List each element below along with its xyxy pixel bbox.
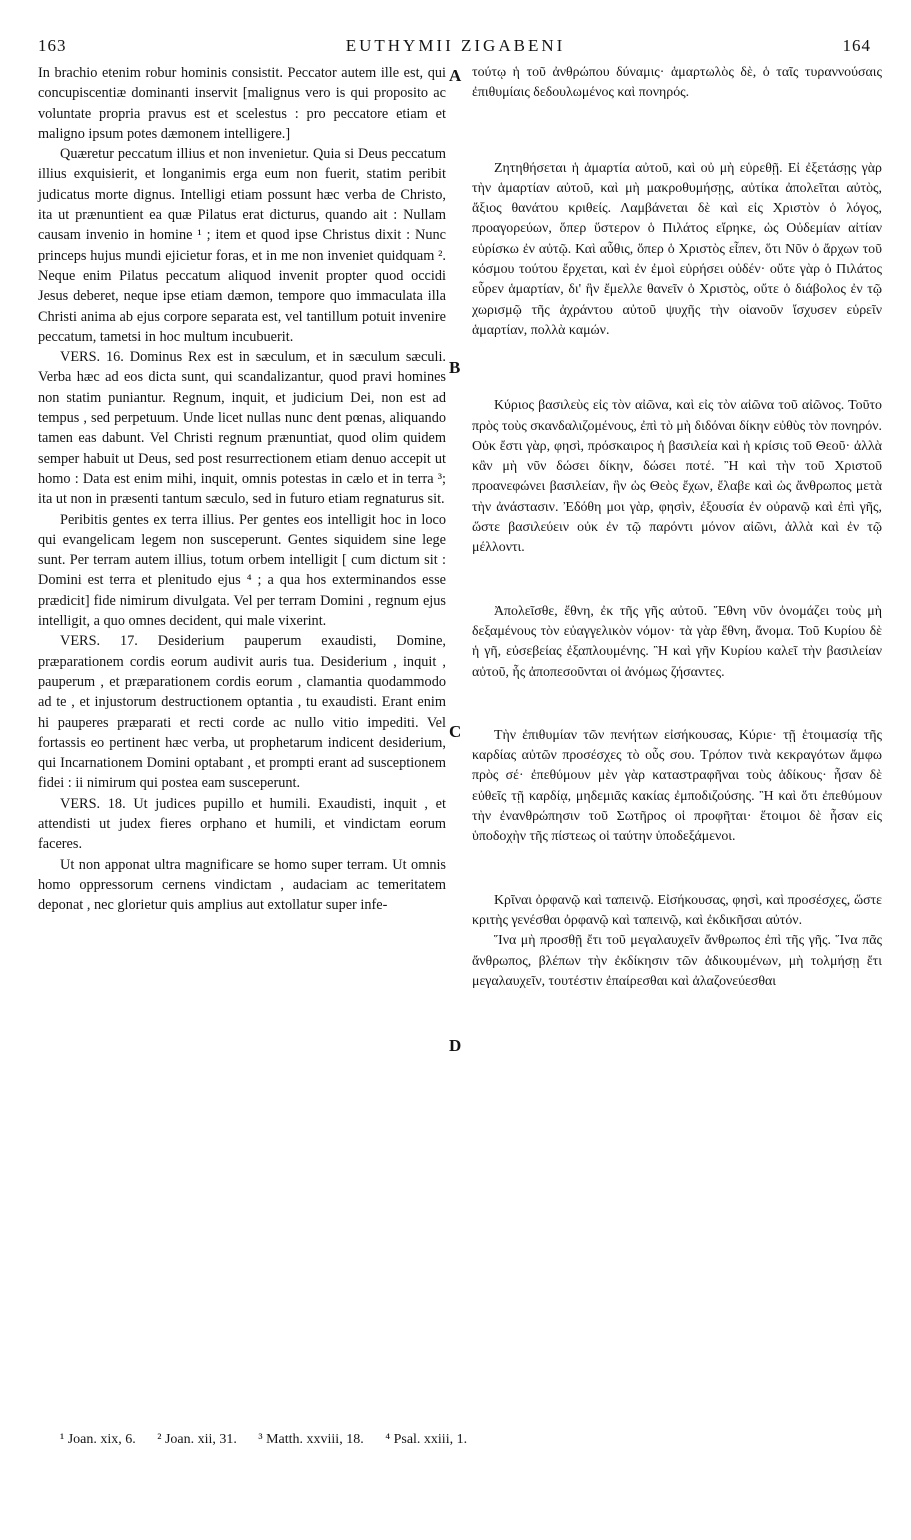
running-title: EUTHYMII ZIGABENI bbox=[345, 36, 566, 55]
latin-paragraph: Peribitis gentes ex terra illius. Per gentes eos intelligit hoc in loco qui evangelicam legem non susceperunt. Gentes siquidem sine lege sunt. Per terram autem illius, totum orbem intelligit [ cum dictum sit : Domini est terra et plenitudo ejus ⁴ ; a qua hos exterminandos esse prædicit] fide nimirum divulgata. Vel per terram Domini , regnum ejus intelligit, a quo omnes decident, qui male vixerint. bbox=[38, 511, 446, 630]
greek-paragraph: Τὴν ἐπιθυμίαν τῶν πενήτων εἰσήκουσας, Κύριε· τῇ ἑτοιμασίᾳ τῆς καρδίας αὐτῶν προσέσχες τὸ οὖς σου. Τρόπον τινὰ κεκραγότων ἄμφω πρὸς σέ· ἐπεθύμουν μὲν γὰρ καταστραφῆναι τοὺς ἀδίκους· ἦσαν δὲ εὐθεῖς τῇ καρδίᾳ, μηδεμιᾶς κακίας ἐμποδιζούσης. Ἢ καὶ ὅτι ἐπεθύμουν τὴν ἐνανθρώπησιν τοῦ Σωτῆρος οἱ προφῆται· ἕτοιμοι δὲ ἦσαν εἰς ὑποδοχὴν τῆς πίστεως οἱ ταύτην ὑποδεξάμενοι. bbox=[472, 727, 882, 845]
latin-paragraph: VERS. 17. Desiderium pauperum exaudisti, Domine, præparationem cordis eorum audivit auris tua. Desiderium , inquit , pauperum , et præparationem cordis eorum , clamantia quodammodo ad te , et injustorum destructionem optantia , tu exaudisti. Erant enim hi pauperes præparati et recti corde ac nullo vitio impediti. Vel fortassis eo pertinent hæc verba, ut prophetarum indicent desiderium, qui Incarnationem Domini optabant , et prompti erant ad susceptionem fidei : ii nimirum qui postea eam susceperunt. bbox=[38, 633, 446, 792]
greek-paragraph: Κρῖναι ὀρφανῷ καὶ ταπεινῷ. Εἰσήκουσας, φησὶ, καὶ προσέσχες, ὥστε κριτὴς γενέσθαι ὀρφανῷ καὶ ταπεινῷ, καὶ ἐκδικῆσαι αὐτόν. bbox=[472, 892, 882, 928]
footnote: ³ Matth. xxviii, 18. bbox=[258, 1432, 364, 1447]
latin-paragraph: Quæretur peccatum illius et non invenietur. Quia si Deus peccatum illius exquisierit, et longanimis erga eum non fuerit, statim peribit judicatus morte dignus. Intelligi etiam possunt hæc verba de Christo, ita ut prænuntient ea quæ Pilatus erat dicturus, quando ait : Nullam causam invenio in homine ¹ ; item et quod ipse Christus dixit : Nunc princeps hujus mundi ejicietur foras, et in me non inveniet quidquam ². Neque enim Pilatus peccatum aliquod invenit propter quod occidi Jesus deberet, neque ipse etiam dæmon, tempore quo immaculata illa Christi anima ab ejus corpore separata est, vel tantillum potuit invenire peccatum, tametsi in hoc multum incubuerit. bbox=[38, 146, 446, 345]
margin-letter-c: C bbox=[449, 722, 462, 741]
footnote: ⁴ Psal. xxiii, 1. bbox=[385, 1432, 468, 1447]
greek-column bbox=[472, 63, 882, 992]
margin-letter-b: B bbox=[449, 358, 461, 377]
greek-paragraph: τούτῳ ἡ τοῦ ἀνθρώπου δύναμις· ἁμαρτωλὸς δὲ, ὁ ταῖς τυραννούσαις ἐπιθυμίαις δεδουλωμένος καὶ πονηρός. bbox=[472, 65, 882, 101]
left-page-number: 163 bbox=[38, 36, 67, 55]
latin-paragraph: Ut non apponat ultra magnificare se homo super terram. Ut omnis homo oppressorum cernens vindictam , audaciam ac temeritatem deponat , nec glorietur quis amplius aut extollatur super infe- bbox=[38, 856, 446, 914]
greek-paragraph: Ζητηθήσεται ἡ ἁμαρτία αὐτοῦ, καὶ οὐ μὴ εὑρεθῇ. Εἰ ἐξετάσῃς γὰρ τὴν ἁμαρτίαν αὐτοῦ, καὶ μὴ μακροθυμήσῃς, αὐτίκα ἀπολεῖται αὐτὸς, ἄξιος θανάτου κριθείς. Λαμβάνεται δὲ καὶ εἰς Χριστὸν ὁ λόγος, προαγορεύων, ὅπερ ὕστερον ὁ Πιλάτος εἴρηκε, ὡς Οὐδεμίαν αἰτίαν εὑρίσκω ἐν αὐτῷ. Καὶ αὖθις, ὅπερ ὁ Χριστὸς εἶπεν, ὅτι Νῦν ὁ ἄρχων τοῦ κόσμου τούτου ἔρχεται, καὶ ἐν ἐμοὶ εὑρήσει οὐδέν· οὔτε γὰρ ὁ Πιλάτος εὗρεν ἁμαρτίαν, δι' ἣν ἔμελλε θανεῖν ὁ Χριστὸς, οὔτε ὁ διάβολος ἐν τῷ χωρισμῷ τῆς ἀχράντου αὐτοῦ ψυχῆς τὴν οἱανοῦν ἴσχυσεν εὑρεῖν ἁμαρτίαν, πολλὰ καμών. bbox=[472, 160, 882, 338]
footnote: ¹ Joan. xix, 6. bbox=[60, 1432, 136, 1447]
right-page-number: 164 bbox=[842, 36, 871, 55]
greek-paragraph: Ἵνα μὴ προσθῇ ἔτι τοῦ μεγαλαυχεῖν ἄνθρωπος ἐπὶ τῆς γῆς. Ἵνα πᾶς ἄνθρωπος, βλέπων τὴν ἐκδίκησιν τῶν ἀδικουμένων, μὴ τολμήσῃ ἔτι μεγαλαυχεῖν, τουτέστιν ἐπαίρεσθαι καὶ ἀλαζονεύεσθαι bbox=[472, 933, 882, 989]
margin-letter-a: A bbox=[449, 66, 462, 85]
footnote: ² Joan. xii, 31. bbox=[157, 1432, 237, 1447]
footnotes bbox=[60, 1432, 900, 1448]
latin-paragraph: VERS. 18. Ut judices pupillo et humili. Exaudisti, inquit , et attendisti ut judex fieres orphano et humili, et vindictam eorum faceres. bbox=[38, 795, 446, 853]
latin-paragraph: VERS. 16. Dominus Rex est in sæculum, et in sæculum sæculi. Verba hæc ad eos dicta sunt, qui scandalizantur, quod pravi homines non statim puniantur. Regnum, inquit, et judicium Dei, non est ad tempus , sed perpetuum. Unde licet nullas nunc dent pœnas, aliquando tamen eas dabunt. Vel Christi regnum prænuntiat, quod olim quidem semper habuit ut Deus, sed post resurrectionem etiam denuo accepit ut homo : Data est enim mihi, inquit, omnis potestas in cælo et in terra ³; ita ut non in præsenti tantum sæculo, sed in futuro etiam regnaturus sit. bbox=[38, 349, 446, 508]
latin-column bbox=[38, 63, 446, 915]
greek-paragraph: Ἀπολεῖσθε, ἔθνη, ἐκ τῆς γῆς αὐτοῦ. Ἔθνη νῦν ὀνομάζει τοὺς μὴ δεξαμένους τὸν εὐαγγελικὸν νόμον· τὰ γὰρ ἔθνη, ἄνομα. Τοῦ Κυρίου δὲ ἡ γῆ, εὐσεβείας ἐξαπλουμένης. Ἢ καὶ γῆν Κυρίου καλεῖ τὴν βασιλείαν αὐτοῦ, ἧς ἀποπεσοῦνται οἱ ἀνόμως ζήσαντες. bbox=[472, 603, 882, 680]
margin-letter-d: D bbox=[449, 1036, 462, 1055]
latin-paragraph: In brachio etenim robur hominis consistit. Peccator autem ille est, qui concupiscentiæ dominanti inservit [malignus vero is qui proposito ac voluntate propria pravus est et scelestus : pro peccatore etiam et maligno ipsum potes dæmonem intelligere.] bbox=[38, 65, 446, 142]
greek-paragraph: Κύριος βασιλεὺς εἰς τὸν αἰῶνα, καὶ εἰς τὸν αἰῶνα τοῦ αἰῶνος. Τοῦτο πρὸς τοὺς σκανδαλιζομένους, ἐπὶ τὸ μὴ διδόναι δίκην εὐθὺς τὸν πονηρόν. Οὐκ ἔστι γὰρ, φησὶ, πρόσκαιρος ἡ βασιλεία καὶ ἡ κρίσις τοῦ Θεοῦ· ἀλλὰ κἂν μὴ νῦν δώσει δίκην, δώσει ποτέ. Ἢ καὶ τὴν τοῦ Χριστοῦ προανεφώνει βασιλείαν, ἣν ὡς Θεὸς ἔχων, ἔλαβε καὶ ὡς ἄνθρωπος μετὰ τὴν ἀνάστασιν. Ἐδόθη μοι γὰρ, φησὶν, ἐξουσία ἐν οὐρανῷ καὶ ἐπὶ γῆς, ὥστε βασιλεύειν οὐκ ἐν τῷ παρόντι μόνον αἰῶνι, ἀλλὰ καὶ ἐν τῷ μέλλοντι. bbox=[472, 398, 883, 556]
